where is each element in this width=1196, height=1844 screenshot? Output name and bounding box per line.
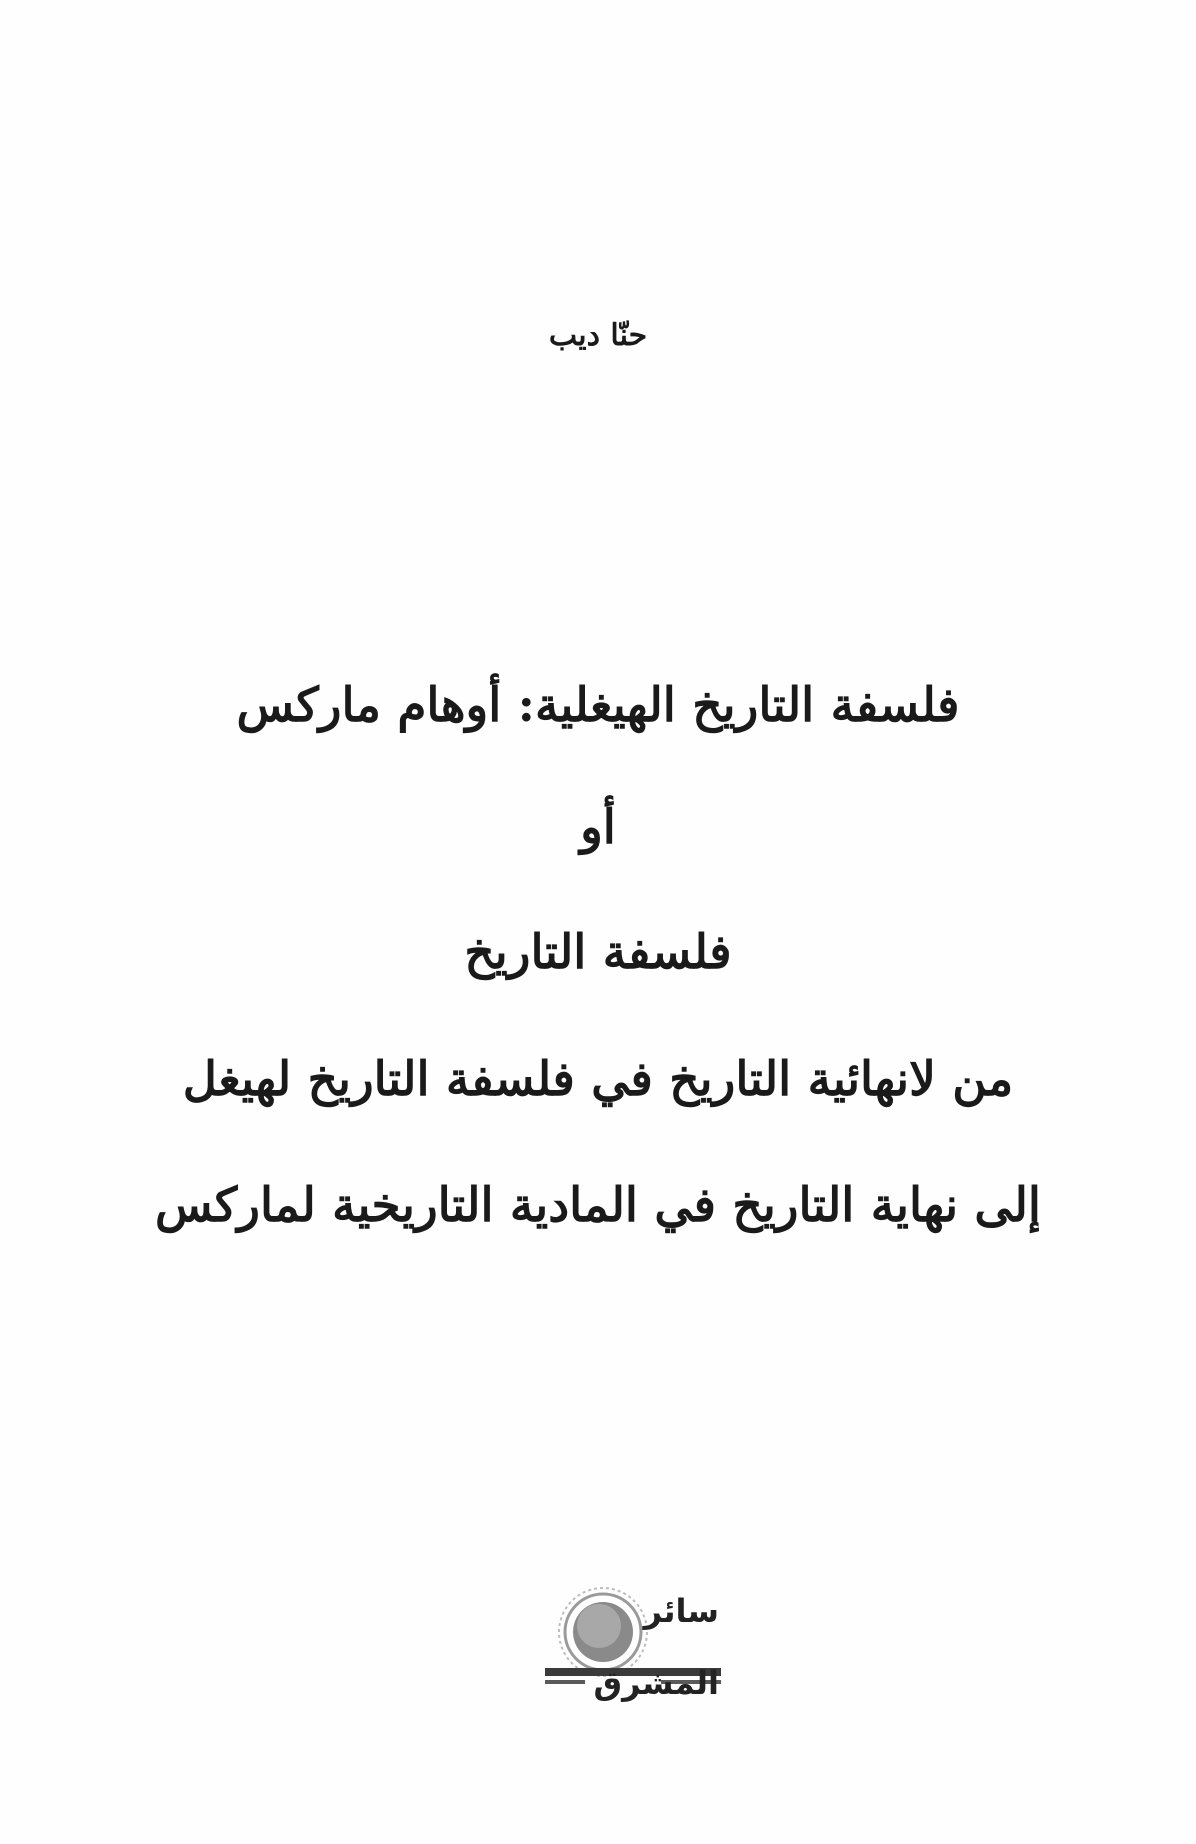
title-line-5: إلى نهاية التاريخ في المادية التاريخية لماركس [155,1178,1041,1233]
title-line-1: فلسفة التاريخ الهيغلية: أوهام ماركس [236,678,960,733]
title-line-3: فلسفة التاريخ [464,925,732,980]
publisher-logo [541,1586,731,1736]
title-line-4: من لانهائية التاريخ في فلسفة التاريخ لهيغل [182,1052,1014,1107]
author-name: حنّا ديب [548,318,648,353]
publisher-name-bottom: المشرق [593,1664,719,1702]
title-line-2: أو [580,800,616,855]
publisher-name-top: سائر [643,1592,719,1630]
